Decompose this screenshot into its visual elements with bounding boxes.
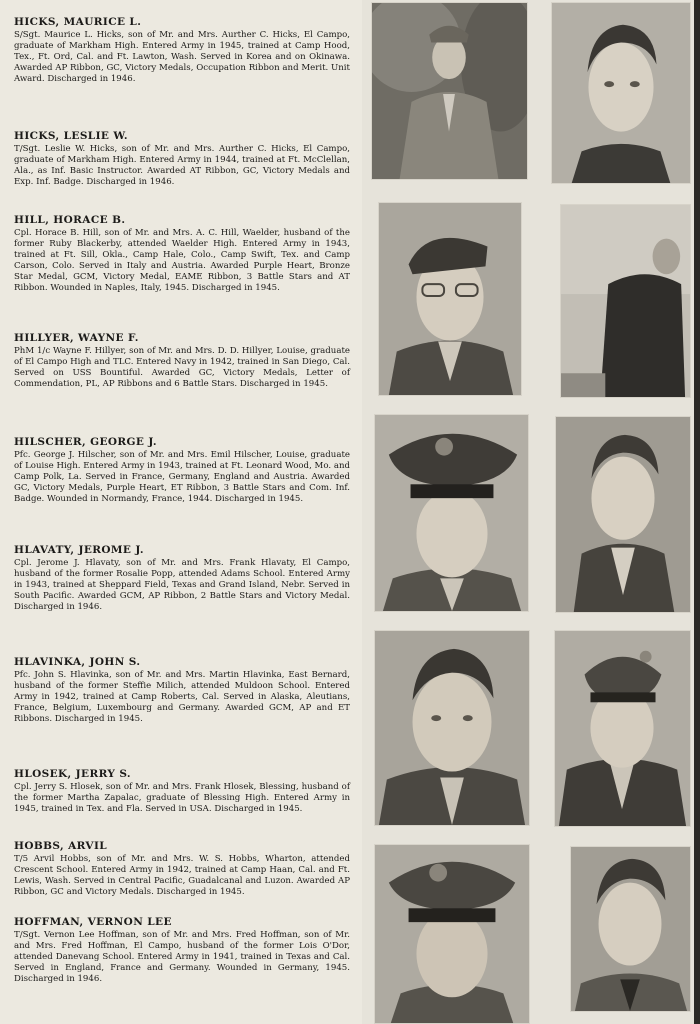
entry-name: HILLYER, WAYNE F. [14, 332, 139, 344]
entry-hlosek-jerry [14, 768, 350, 815]
entry-bio: Cpl. Jerry S. Hlosek, son of Mr. and Mrs. Frank Hlosek, Blessing, husband of the former Martha Zapalac, graduate of Blessing High. Entered Army in 1945, trained in Tex. and Fla. Served in USA. Discharged in 1945. [14, 782, 350, 815]
portrait-photo-hlavaty-jerome [555, 416, 691, 613]
entry-name: HOBBS, ARVIL [14, 840, 108, 852]
entry-name: HILSCHER, GEORGE J. [14, 436, 157, 448]
page-binding-edge [694, 0, 700, 1024]
biography-column [14, 14, 354, 1014]
portrait-photo-hicks-maurice [371, 2, 528, 180]
portrait-photo-hillyer-wayne [560, 204, 691, 398]
entry-hicks-leslie [14, 130, 350, 188]
entry-hlavaty-jerome [14, 544, 350, 613]
portrait-photo-hill-horace [378, 202, 522, 396]
portrait-photo-hicks-leslie [551, 2, 691, 184]
entry-bio: PhM 1/c Wayne F. Hillyer, son of Mr. and Mrs. D. D. Hillyer, Louise, graduate of El Campo High and TLC. Entered Navy in 1942, trained in San Diego, Cal. Served on USS Bountiful. Awarded GC, Victory Medals, Letter of Commendation, PL, AP Ribbons and 6 Battle Stars. Discharged in 1945. [14, 346, 350, 390]
entry-name: HICKS, LESLIE W. [14, 130, 128, 142]
entry-bio: Cpl. Jerome J. Hlavaty, son of Mr. and Mrs. Frank Hlavaty, El Campo, husband of the former Rosalie Popp, attended Adams School. Entered Army in 1943, trained at Sheppard Field, Texas and Grand Island, Nebr. Served in South Pacific. Awarded GCM, AP Ribbon, 2 Battle Stars and Victory Medal. Discharged in 1946. [14, 558, 350, 613]
entry-bio: T/Sgt. Vernon Lee Hoffman, son of Mr. and Mrs. Fred Hoffman, son of Mr. and Mrs. Fred Hoffman, El Campo, husband of the former Lois O'Dor, attended Danevang School. Entered Army in 1941, trained in Texas and Cal. Served in England, France and Germany. Wounded in Germany, 1945. Discharged in 1946. [14, 930, 350, 985]
entry-name: HILL, HORACE B. [14, 214, 126, 226]
entry-hobbs-arvil [14, 840, 350, 898]
entry-bio: Pfc. John S. Hlavinka, son of Mr. and Mrs. Martin Hlavinka, East Bernard, husband of the former Steffie Milich, attended Muldoon School. Entered Army in 1942, trained at Camp Roberts, Cal. Served in Alaska, Aleutians, France, Belgium, Luxembourg and Germany. Awarded GCM, AP and ET Ribbons. Discharged in 1945. [14, 670, 350, 725]
portrait-photo-hilscher-george [374, 414, 529, 612]
entry-hicks-maurice [14, 16, 350, 85]
entry-bio: Pfc. George J. Hilscher, son of Mr. and Mrs. Emil Hilscher, Louise, graduate of Louise High. Entered Army in 1943, trained at Ft. Leonard Wood, Mo. and Camp Polk, La. Served in France, Germany, England and Austria. Awarded GC, Victory Medals, Purple Heart, ET Ribbon, 3 Battle Stars and Com. Inf. Badge. Wounded in Normandy, France, 1944. Discharged in 1945. [14, 450, 350, 505]
entry-hoffman-vernon [14, 916, 350, 985]
entry-name: HLOSEK, JERRY S. [14, 768, 131, 780]
entry-hill-horace [14, 214, 350, 295]
entry-bio: S/Sgt. Maurice L. Hicks, son of Mr. and Mrs. Aurther C. Hicks, El Campo, graduate of Markham High. Entered Army in 1945, trained at Camp Hood, Tex., Ft. Ord, Cal. and Ft. Lawton, Wash. Served in Korea and on Okinawa. Awarded AP Ribbon, GC, Victory Medals, Occupation Ribbon and Merit. Unit Award. Discharged in 1946. [14, 30, 350, 85]
entry-bio: T/Sgt. Leslie W. Hicks, son of Mr. and Mrs. Aurther C. Hicks, El Campo, graduate of Markham High. Entered Army in 1944, trained at Ft. McClellan, Ala., as Inf. Basic Instructor. Awarded AT Ribbon, GC, Victory Medals and Exp. Inf. Badge. Discharged in 1946. [14, 144, 350, 188]
portrait-photo-hlosek-jerry [554, 630, 691, 827]
portrait-photo-hoffman-vernon [570, 846, 691, 1012]
entry-hillyer-wayne [14, 332, 350, 390]
portrait-photo-hobbs-arvil [374, 844, 530, 1024]
entry-name: HLAVINKA, JOHN S. [14, 656, 141, 668]
entry-name: HICKS, MAURICE L. [14, 16, 142, 28]
entry-bio: T/5 Arvil Hobbs, son of Mr. and Mrs. W. S. Hobbs, Wharton, attended Crescent School. Entered Army in 1942, trained at Camp Haan, Cal. and Ft. Lewis, Wash. Served in Central Pacific, Guadalcanal and Luzon. Awarded AP Ribbon, GC and Victory Medals. Discharged in 1945. [14, 854, 350, 898]
portrait-photo-hlavinka-john [374, 630, 530, 826]
entry-hilscher-george [14, 436, 350, 505]
entry-hlavinka-john [14, 656, 350, 725]
entry-name: HOFFMAN, VERNON LEE [14, 916, 172, 928]
entry-bio: Cpl. Horace B. Hill, son of Mr. and Mrs. A. C. Hill, Waelder, husband of the former Ruby Blackerby, attended Waelder High. Entered Army in 1943, trained at Ft. Sill, Okla., Camp Hale, Colo., Camp Swift, Tex. and Camp Carson, Colo. Served in Italy and Austria. Awarded Purple Heart, Bronze Star Medal, GCM, Victory Medal, EAME Ribbon, 3 Battle Stars and AT Ribbon. Wounded in Naples, Italy, 1945. Discharged in 1945. [14, 228, 350, 294]
entry-name: HLAVATY, JEROME J. [14, 544, 144, 556]
